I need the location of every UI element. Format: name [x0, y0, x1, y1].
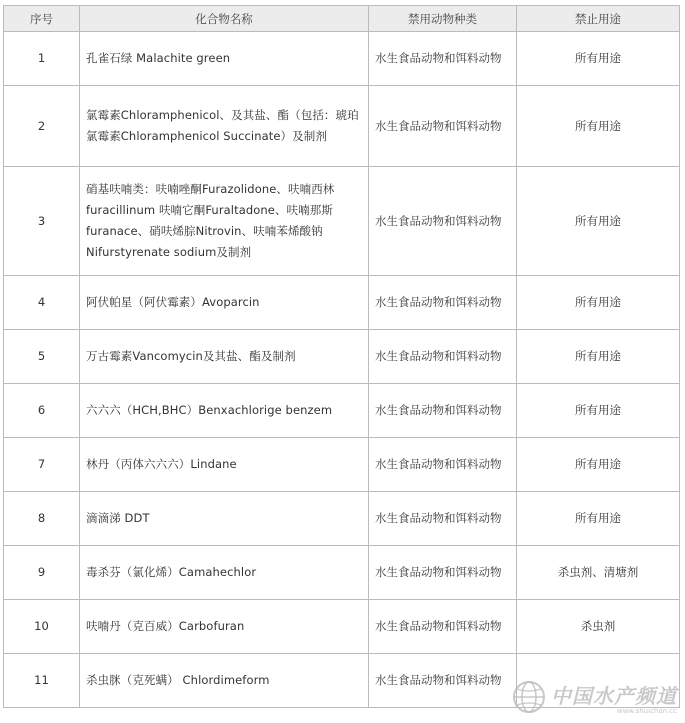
- table-row: [4, 384, 680, 438]
- compound-name: 阿伏帕星（阿伏霉素）Avoparcin: [80, 276, 369, 330]
- banned-use: 所有用途: [517, 330, 680, 384]
- compound-name: 万古霉素Vancomycin及其盐、酯及制剂: [80, 330, 369, 384]
- header-banned-animals: 禁用动物种类: [369, 6, 517, 32]
- banned-animals: 水生食品动物和饵料动物: [369, 654, 517, 708]
- banned-animals: 水生食品动物和饵料动物: [369, 32, 517, 86]
- globe-icon: [511, 679, 547, 715]
- banned-use: 所有用途: [517, 276, 680, 330]
- watermark-title: 中国水产频道: [551, 683, 677, 708]
- banned-use: 所有用途: [517, 492, 680, 546]
- compound-name: 林丹（丙体六六六）Lindane: [80, 438, 369, 492]
- banned-use: 所有用途: [517, 167, 680, 276]
- table-row: [4, 32, 680, 86]
- table-row: [4, 438, 680, 492]
- banned-use: 杀虫剂: [517, 600, 680, 654]
- row-number: 2: [4, 86, 80, 167]
- row-number: 6: [4, 384, 80, 438]
- banned-use: 所有用途: [517, 438, 680, 492]
- compound-name: 呋喃丹（克百威）Carbofuran: [80, 600, 369, 654]
- table-row: [4, 330, 680, 384]
- watermark-url: www.shuichan.cc: [616, 706, 677, 715]
- banned-animals: 水生食品动物和饵料动物: [369, 384, 517, 438]
- banned-animals: 水生食品动物和饵料动物: [369, 600, 517, 654]
- banned-animals: 水生食品动物和饵料动物: [369, 546, 517, 600]
- banned-use: 所有用途: [517, 86, 680, 167]
- banned-use: 所有用途: [517, 32, 680, 86]
- row-number: 8: [4, 492, 80, 546]
- table-header-row: [4, 6, 680, 32]
- banned-animals: 水生食品动物和饵料动物: [369, 492, 517, 546]
- banned-animals: 水生食品动物和饵料动物: [369, 276, 517, 330]
- header-compound-name: 化合物名称: [80, 6, 369, 32]
- table-row: [4, 86, 680, 167]
- banned-animals: 水生食品动物和饵料动物: [369, 438, 517, 492]
- banned-compounds-table: [3, 5, 680, 708]
- header-number: 序号: [4, 6, 80, 32]
- table-row: [4, 600, 680, 654]
- compound-name: 孔雀石绿 Malachite green: [80, 32, 369, 86]
- table-row: [4, 492, 680, 546]
- row-number: 3: [4, 167, 80, 276]
- table-row: [4, 167, 680, 276]
- header-banned-use: 禁止用途: [517, 6, 680, 32]
- compound-name: 硝基呋喃类：呋喃唑酮Furazolidone、呋喃西林furacillinum 呋喃它酮Furaltadone、呋喃那斯furanace、硝呋烯腙Nitrovin、呋喃苯烯酸钠Nifurstyrenate sodium及制剂: [80, 167, 369, 276]
- row-number: 7: [4, 438, 80, 492]
- banned-animals: 水生食品动物和饵料动物: [369, 330, 517, 384]
- banned-animals: 水生食品动物和饵料动物: [369, 167, 517, 276]
- row-number: 1: [4, 32, 80, 86]
- row-number: 9: [4, 546, 80, 600]
- banned-animals: 水生食品动物和饵料动物: [369, 86, 517, 167]
- site-watermark: [511, 679, 677, 715]
- row-number: 5: [4, 330, 80, 384]
- row-number: 4: [4, 276, 80, 330]
- compound-name: 滴滴涕 DDT: [80, 492, 369, 546]
- table-row: [4, 546, 680, 600]
- compound-name: 杀虫脒（克死螨） Chlordimeform: [80, 654, 369, 708]
- banned-use: 所有用途: [517, 384, 680, 438]
- row-number: 10: [4, 600, 80, 654]
- table-row: [4, 276, 680, 330]
- banned-use: 杀虫剂、清塘剂: [517, 546, 680, 600]
- compound-name: 六六六（HCH,BHC）Benxachlorige benzem: [80, 384, 369, 438]
- row-number: 11: [4, 654, 80, 708]
- compound-name: 毒杀芬（氯化烯）Camahechlor: [80, 546, 369, 600]
- compound-name: 氯霉素Chloramphenicol、及其盐、酯（包括：琥珀氯霉素Chloramphenicol Succinate）及制剂: [80, 86, 369, 167]
